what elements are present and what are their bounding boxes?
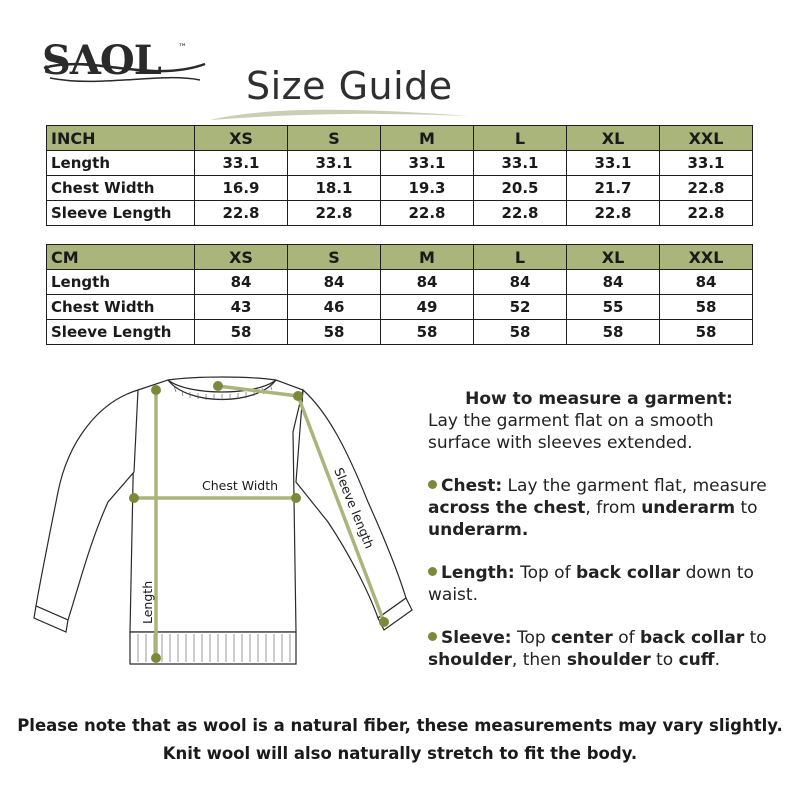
- unit-header: CM: [47, 245, 195, 270]
- table-cell: 52: [474, 295, 567, 320]
- table-cell: 33.1: [381, 151, 474, 176]
- sleeve-term: Sleeve:: [441, 628, 512, 648]
- table-row: [47, 201, 753, 226]
- row-label: Chest Width: [47, 295, 195, 320]
- sleeve-text: of: [612, 628, 640, 648]
- table-header-row: [47, 245, 753, 270]
- header: [40, 28, 460, 108]
- bullet-dot-icon: [428, 480, 437, 489]
- table-cell: 84: [381, 270, 474, 295]
- footer-line-2: Knit wool will also naturally stretch to fit the body.: [162, 744, 638, 763]
- chest-width-label: Chest Width: [202, 478, 279, 493]
- table-cell: 84: [288, 270, 381, 295]
- table-cell: 20.5: [474, 176, 567, 201]
- table-cell: 84: [567, 270, 660, 295]
- table-cell: 58: [660, 320, 753, 345]
- unit-header: INCH: [47, 126, 195, 151]
- sleeve-emphasis: shoulder: [428, 650, 512, 670]
- chest-text: Lay the garment flat, measure: [502, 476, 767, 496]
- sleeve-instruction: [428, 627, 778, 671]
- table-cell: 21.7: [567, 176, 660, 201]
- row-label: Chest Width: [47, 176, 195, 201]
- table-row: [47, 320, 753, 345]
- table-cell: 22.8: [381, 201, 474, 226]
- chest-term: Chest:: [441, 476, 503, 496]
- table-cell: 58: [474, 320, 567, 345]
- size-header: M: [381, 126, 474, 151]
- table-cell: 18.1: [288, 176, 381, 201]
- page-title: Size Guide: [246, 64, 453, 108]
- sleeve-text: to: [650, 650, 679, 670]
- table-cell: 58: [195, 320, 288, 345]
- table-cell: 16.9: [195, 176, 288, 201]
- table-cell: 84: [660, 270, 753, 295]
- table-cell: 84: [195, 270, 288, 295]
- size-header: XXL: [660, 245, 753, 270]
- saol-logo: [40, 28, 210, 88]
- size-header: XS: [195, 126, 288, 151]
- table-cell: 22.8: [288, 201, 381, 226]
- table-row: [47, 295, 753, 320]
- size-table-cm: [46, 244, 753, 345]
- table-cell: 84: [474, 270, 567, 295]
- table-cell: 22.8: [195, 201, 288, 226]
- size-table-inch: [46, 125, 753, 226]
- measuring-instructions: [428, 388, 778, 692]
- length-emphasis: back collar: [575, 563, 681, 583]
- table-cell: 33.1: [567, 151, 660, 176]
- decorative-swoosh: [210, 100, 470, 128]
- sleeve-emphasis: center: [551, 628, 613, 648]
- table-cell: 33.1: [474, 151, 567, 176]
- length-label: Length: [140, 580, 155, 624]
- length-term: Length:: [441, 563, 515, 583]
- instructions-heading: How to measure a garment:: [465, 389, 733, 409]
- size-header: L: [474, 245, 567, 270]
- table-cell: 33.1: [195, 151, 288, 176]
- sleeve-text: .: [714, 650, 720, 670]
- chest-text: , from: [585, 498, 642, 518]
- table-cell: 49: [381, 295, 474, 320]
- table-cell: 43: [195, 295, 288, 320]
- sleeve-text: to: [744, 628, 767, 648]
- chest-emphasis: underarm: [641, 498, 736, 518]
- table-row: [47, 270, 753, 295]
- sleeve-emphasis: shoulder: [566, 650, 651, 670]
- sleeve-emphasis: cuff: [678, 650, 715, 670]
- size-header: XL: [567, 245, 660, 270]
- table-cell: 33.1: [660, 151, 753, 176]
- table-cell: 33.1: [288, 151, 381, 176]
- sleeve-text: Top: [511, 628, 552, 648]
- table-cell: 22.8: [660, 201, 753, 226]
- table-cell: 58: [567, 320, 660, 345]
- size-header: XXL: [660, 126, 753, 151]
- row-label: Length: [47, 151, 195, 176]
- chest-instruction: [428, 475, 778, 541]
- table-cell: 58: [288, 320, 381, 345]
- size-header: XL: [567, 126, 660, 151]
- size-header: M: [381, 245, 474, 270]
- size-header: S: [288, 245, 381, 270]
- size-header: S: [288, 126, 381, 151]
- table-cell: 22.8: [660, 176, 753, 201]
- chest-emphasis: underarm.: [428, 520, 529, 540]
- row-label: Sleeve Length: [47, 320, 195, 345]
- table-cell: 19.3: [381, 176, 474, 201]
- length-text: Top of: [514, 563, 576, 583]
- table-cell: 55: [567, 295, 660, 320]
- brand-logo-text: SAOL: [42, 37, 161, 84]
- table-header-row: [47, 126, 753, 151]
- size-header: L: [474, 126, 567, 151]
- table-cell: 22.8: [474, 201, 567, 226]
- table-row: [47, 176, 753, 201]
- bullet-dot-icon: [428, 567, 437, 576]
- length-instruction: [428, 562, 778, 606]
- table-row: [47, 151, 753, 176]
- sleeve-text: , then: [511, 650, 567, 670]
- table-cell: 22.8: [567, 201, 660, 226]
- table-cell: 46: [288, 295, 381, 320]
- chest-text: to: [735, 498, 758, 518]
- sleeve-length-label: Sleeve length: [331, 465, 378, 551]
- chest-emphasis: across the chest: [428, 498, 586, 518]
- sweater-measurement-diagram: [28, 372, 418, 672]
- trademark-mark: ™: [178, 43, 187, 53]
- footer-note: [0, 712, 800, 768]
- instructions-intro: Lay the garment flat on a smooth surface with sleeves extended.: [428, 411, 714, 453]
- sleeve-emphasis: back collar: [640, 628, 745, 648]
- length-text: down to waist.: [428, 563, 754, 605]
- footer-line-1: Please note that as wool is a natural fiber, these measurements may vary slightly.: [17, 716, 783, 735]
- size-header: XS: [195, 245, 288, 270]
- row-label: Length: [47, 270, 195, 295]
- table-cell: 58: [381, 320, 474, 345]
- row-label: Sleeve Length: [47, 201, 195, 226]
- bullet-dot-icon: [428, 632, 437, 641]
- table-cell: 58: [660, 295, 753, 320]
